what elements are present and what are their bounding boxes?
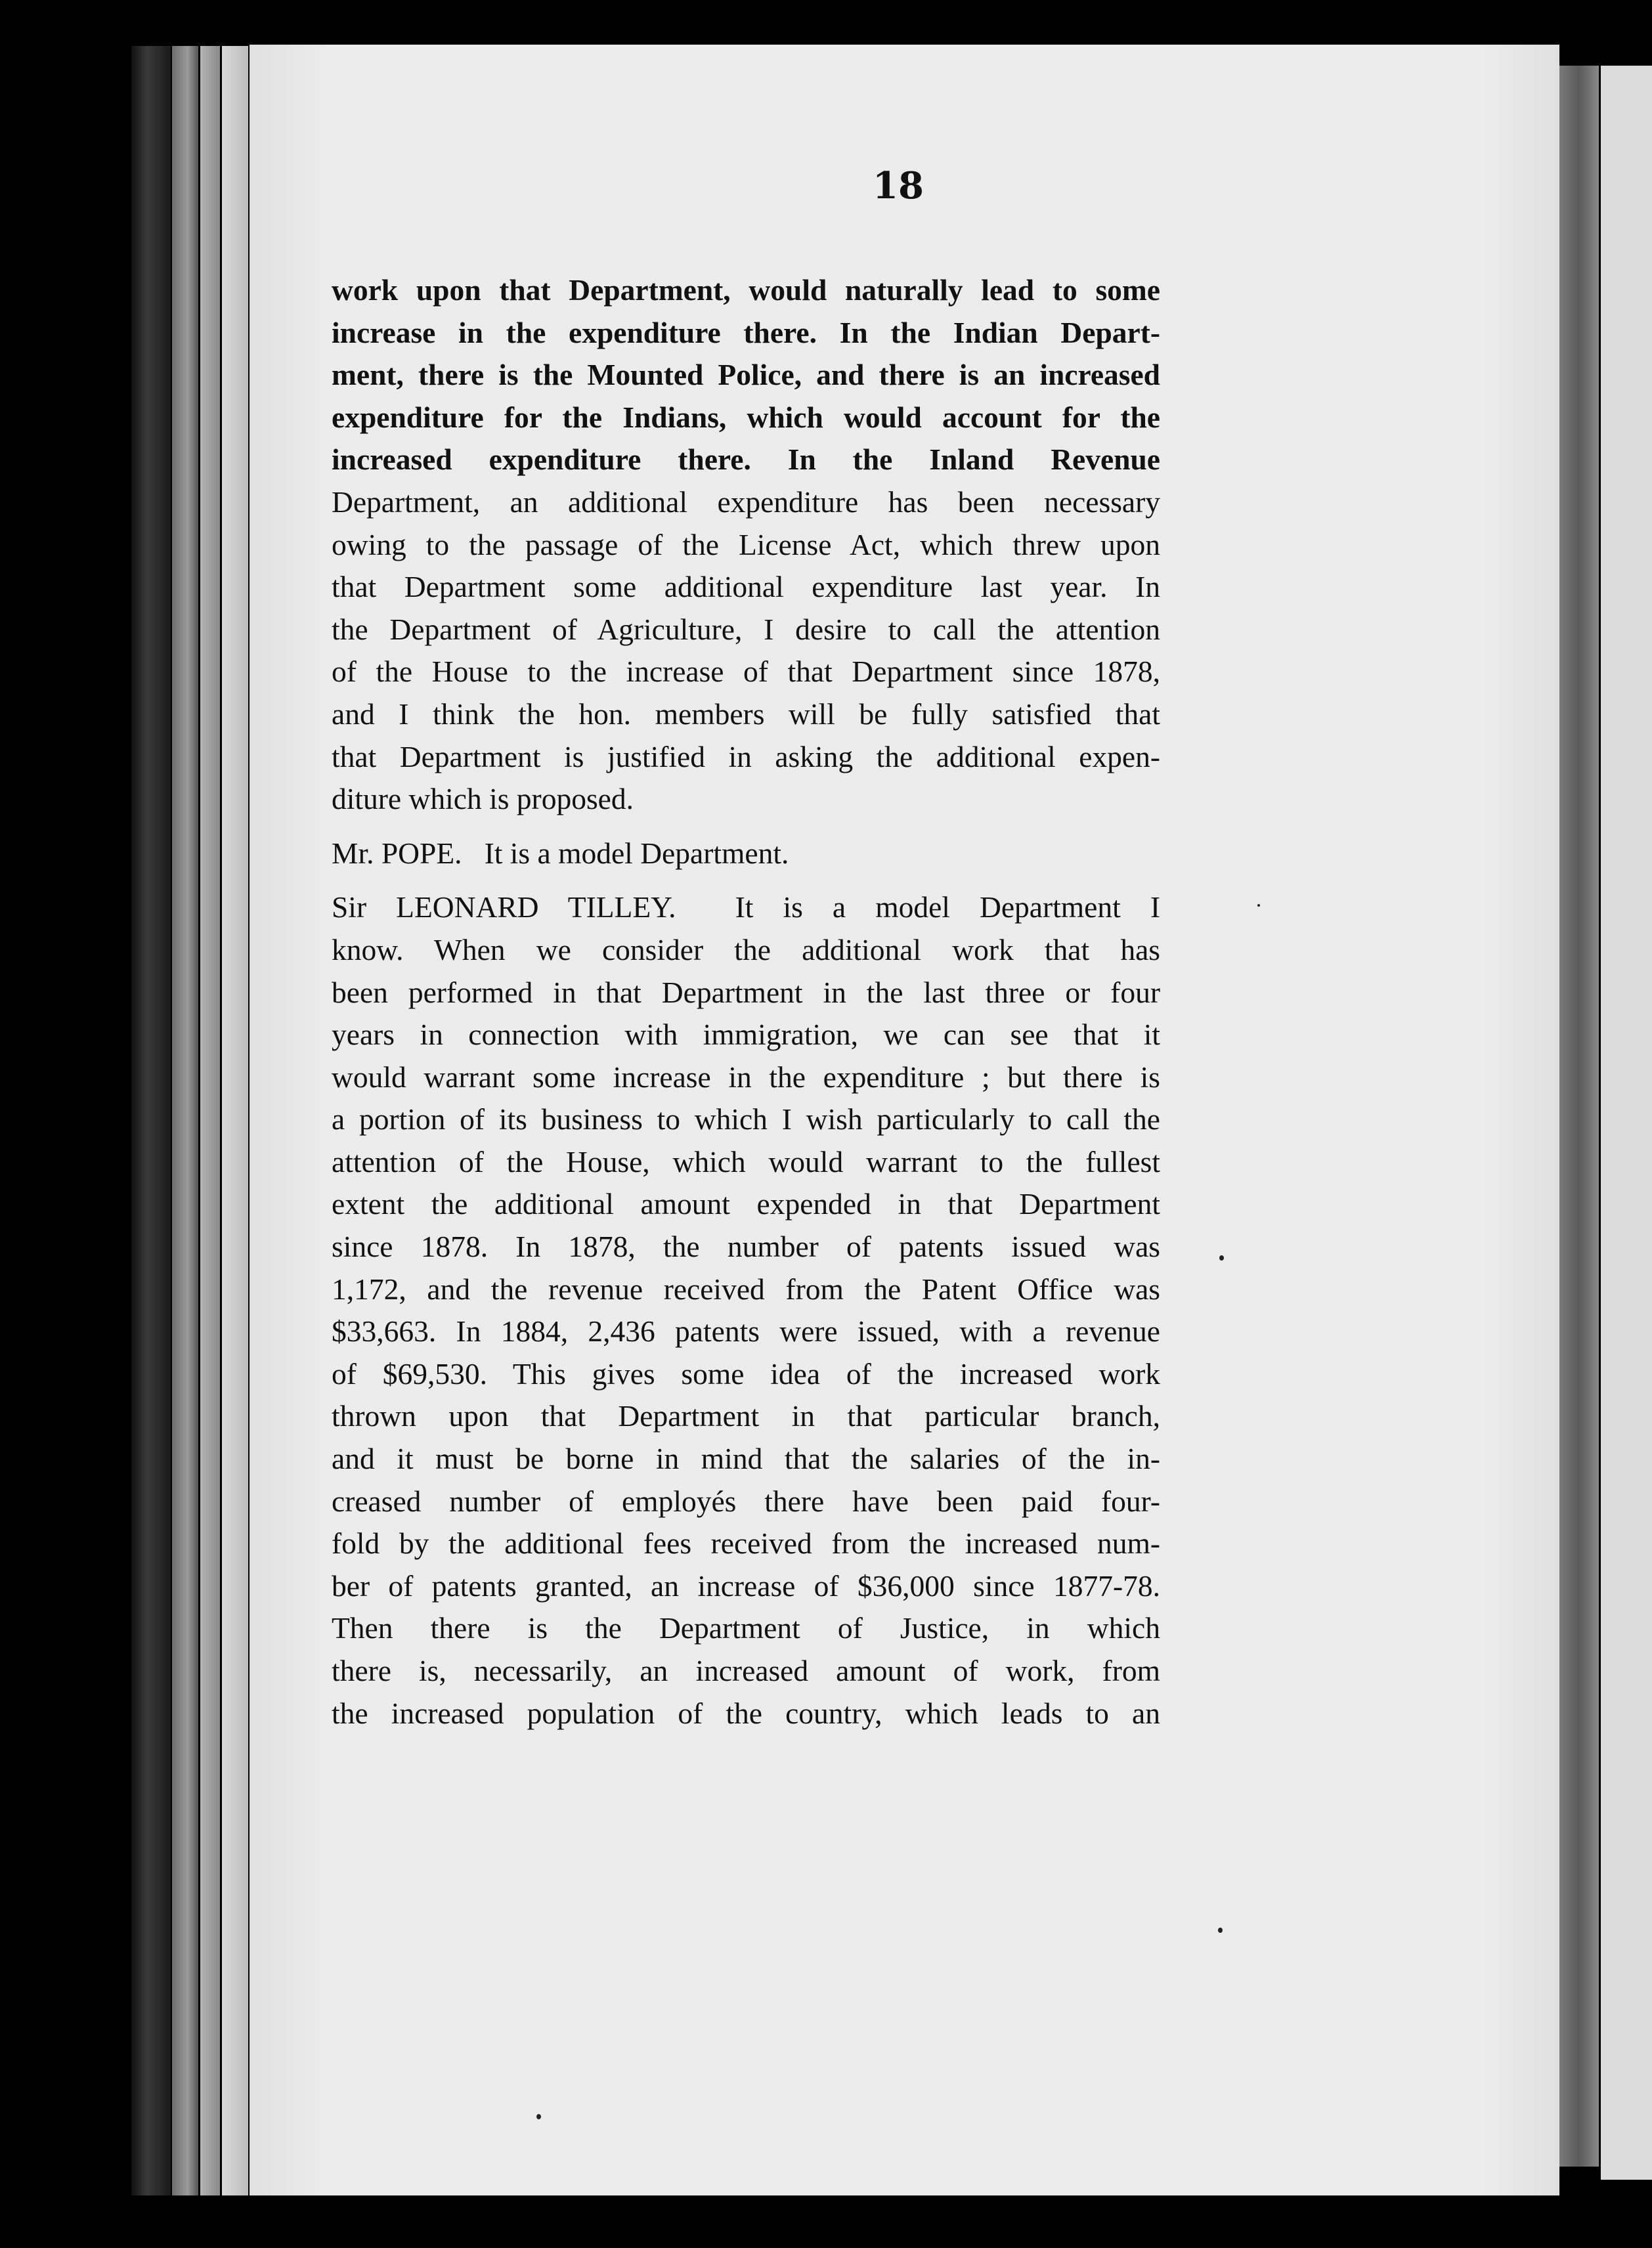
text-line	[332, 886, 1160, 929]
text-line: owing to the passage of the License Act, which threw upon	[332, 527, 1160, 561]
speaker-pope-paragraph	[332, 832, 1160, 875]
book-edge-pages-1	[172, 46, 198, 2195]
text-line: of $69,530. This gives some idea of the increased work	[332, 1356, 1160, 1391]
speaker-tilley-paragraph	[332, 886, 1160, 1735]
text-line: would warrant some increase in the expenditure ; but there is	[332, 1060, 1160, 1094]
text-line: Department, an additional expenditure has been necessary	[332, 485, 1160, 519]
body-text	[332, 269, 1160, 1735]
book-edge-dark	[131, 46, 171, 2195]
text-line: $33,663. In 1884, 2,436 patents were issued, with a revenue	[332, 1314, 1160, 1349]
speaker-name: Sir LEONARD TILLEY.	[332, 890, 676, 924]
text-line: work upon that Department, would naturally lead to some	[332, 273, 1160, 307]
book-edge-pages-3	[222, 46, 248, 2195]
page-number: 18	[873, 164, 924, 207]
text-line: creased number of employés there have been paid four-	[332, 1484, 1160, 1518]
text-line: attention of the House, which would warrant to the fullest	[332, 1144, 1160, 1178]
text-line: diture which is proposed.	[332, 782, 634, 816]
dust-speck	[1257, 904, 1260, 907]
dust-speck	[536, 2114, 541, 2119]
text-line: been performed in that Department in the last three or four	[332, 975, 1160, 1009]
speaker-remark: It is a model Department.	[484, 836, 789, 870]
text-line: know. When we consider the additional work that has	[332, 932, 1160, 966]
speaker-name: Mr. POPE.	[332, 836, 462, 870]
text-line: that Department some additional expenditure last year. In	[332, 570, 1160, 604]
text-line: ment, there is the Mounted Police, and there is an increased	[332, 358, 1160, 392]
text-line: 1,172, and the revenue received from the Patent Office was	[332, 1272, 1160, 1306]
text-line: that Department is justified in asking the additional expen-	[332, 739, 1160, 773]
text-line: fold by the additional fees received from the increased num-	[332, 1526, 1160, 1561]
text-line: and I think the hon. members will be fully satisfied that	[332, 697, 1160, 731]
text-line: the Department of Agriculture, I desire to call the attention	[332, 612, 1160, 646]
book-edge-pages-2	[200, 46, 220, 2195]
text-line	[332, 832, 1160, 875]
paragraph-continuation	[332, 269, 1160, 821]
binding-gutter	[1559, 66, 1599, 2167]
text-line: the increased population of the country, which leads to an	[332, 1696, 1160, 1730]
text-line: and it must be borne in mind that the salaries of the in-	[332, 1442, 1160, 1476]
adjacent-page-edge	[1601, 66, 1652, 2180]
text-line: increase in the expenditure there. In the Indian Depart-	[332, 315, 1160, 349]
speaker-remark-start: It is a model Department I	[735, 890, 1160, 924]
text-line: ber of patents granted, an increase of $36,000 since 1877-78.	[332, 1568, 1160, 1603]
text-line: there is, necessarily, an increased amount of work, from	[332, 1654, 1160, 1687]
text-line: Then there is the Department of Justice, in which	[332, 1611, 1160, 1645]
text-line: years in connection with immigration, we can see that it	[332, 1018, 1160, 1052]
dust-speck	[1218, 1928, 1223, 1933]
text-line: since 1878. In 1878, the number of patents issued was	[332, 1230, 1160, 1264]
text-line: of the House to the increase of that Department since 1878,	[332, 655, 1160, 689]
text-line: thrown upon that Department in that particular branch,	[332, 1399, 1160, 1433]
dust-speck	[1219, 1255, 1224, 1261]
text-line: a portion of its business to which I wish particularly to call the	[332, 1102, 1160, 1136]
text-line: extent the additional amount expended in that Department	[332, 1187, 1160, 1221]
text-line: increased expenditure there. In the Inland Revenue	[332, 443, 1160, 477]
text-line: expenditure for the Indians, which would account for the	[332, 400, 1160, 434]
